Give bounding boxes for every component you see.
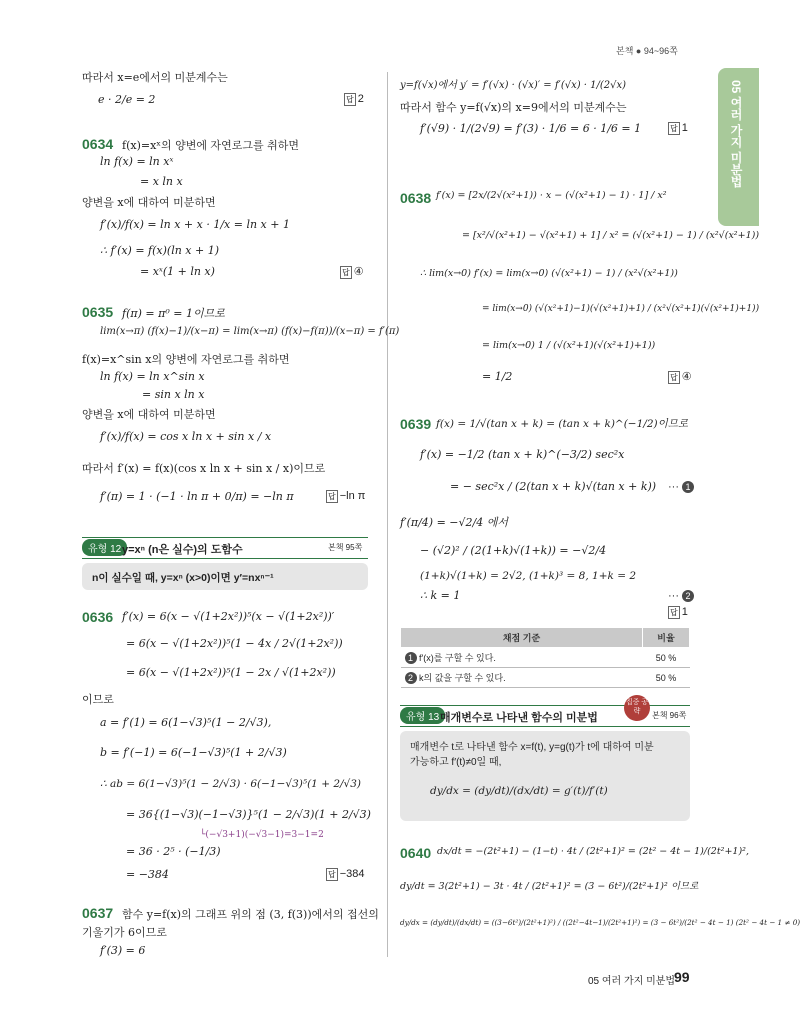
intro-expr: e · 2/e = 2 [98, 93, 156, 106]
footer-chapter: 05 여러 가지 미분법 [588, 976, 676, 987]
p636-line: 이므로 [82, 693, 114, 706]
p635-line: 따라서 f′(x) = f(x)(cos x ln x + sin x / x)이므로 [82, 462, 326, 475]
p639-line: f′(x) = −1/2 (tan x + k)^(−3/2) sec²x [420, 448, 625, 461]
p636-line: f′(x) = 6(x − √(1+2x²))⁵(x − √(1+2x²))′ [122, 610, 335, 623]
focus-badge: 집중 공략 [624, 695, 650, 721]
type13-box-text: 매개변수 t로 나타낸 함수 x=f(t), y=g(t)가 t에 대하여 미분 [410, 742, 654, 753]
p634-line: = x ln x [140, 175, 183, 188]
answer-intro: 답 2 [346, 93, 364, 105]
p637-line: 함수 y=f(x)의 그래프 위의 점 (3, f(3))에서의 접선의 [122, 908, 379, 921]
problem-number-0637: 0637 [82, 905, 114, 921]
p639-line: ∴ k = 1 [420, 589, 461, 602]
answer-0635: 답 −ln π [328, 490, 366, 502]
p634-line: ln f(x) = ln xˣ [100, 155, 174, 168]
p639-line: f(x) = 1/√(tan x + k) = (tan x + k)^(−1/2)이므로 [436, 418, 689, 430]
answer-box-icon: 답 [342, 268, 350, 277]
p638-line: = lim(x→0) 1 / (√(x²+1)(√(x²+1)+1)) [482, 340, 656, 351]
grading-header-criteria: 채점 기준 [401, 628, 643, 648]
p639-line: − (√2)² / (2(1+k)√(1+k)) = −√2/4 [420, 544, 607, 557]
p635-line: f′(x)/f(x) = cos x ln x + sin x / x [100, 430, 272, 443]
type13-box-formula: dy/dx = (dy/dt)/(dx/dt) = g′(t)/f′(t) [430, 785, 608, 797]
page-number: 99 [674, 969, 690, 985]
answer-box-icon: 답 [670, 373, 678, 382]
table-row: 1 f′(x)를 구할 수 있다. 50 % [401, 648, 690, 668]
p635-line: f′(π) = 1 · (−1 · ln π + 0/π) = −ln π [100, 490, 294, 503]
answer-0634: 답 ④ [342, 266, 364, 278]
answer-box-icon: 답 [346, 95, 354, 104]
problem-number-0638: 0638 [400, 190, 432, 206]
step-marker-2: ··· 2 [668, 589, 694, 602]
type12-title: y=xⁿ (n은 실수)의 도함수 [122, 544, 243, 556]
type12-box-text: n이 실수일 때, y=xⁿ (x>0)이면 y′=nxⁿ⁻¹ [92, 572, 274, 584]
p636-line: = 6(x − √(1+2x²))⁵(1 − 2x / √(1+2x²)) [126, 666, 336, 679]
p636-line: = 36 · 2⁵ · (−1/3) [126, 845, 221, 858]
problem-number-0635: 0635 [82, 304, 114, 320]
p638-line: = [x²/√(x²+1) − √(x²+1) + 1] / x² = (√(x²+1) − 1) / (x²√(x²+1)) [462, 230, 760, 241]
answer-box-icon: 답 [328, 870, 336, 879]
p634-line: ∴ f′(x) = f(x)(ln x + 1) [100, 244, 220, 257]
answer-box-icon: 답 [670, 124, 678, 133]
p640-line: dy/dt = 3(2t²+1) − 3t · 4t / (2t²+1)² = (3 − 6t²)/(2t²+1)² 이므로 [400, 881, 699, 892]
p636-line: a = f′(1) = 6(1−√3)⁵(1 − 2/√3), [100, 716, 272, 729]
p638-line: ∴ lim(x→0) f′(x) = lim(x→0) (√(x²+1) − 1) / (x²√(x²+1)) [420, 268, 678, 279]
p638-line: = lim(x→0) (√(x²+1)−1)(√(x²+1)+1) / (x²√(x²+1)(√(x²+1)+1)) [482, 304, 760, 314]
problem-number-0639: 0639 [400, 416, 432, 432]
page-ref: 본책 ● 94~96쪽 [616, 46, 678, 56]
p636-line: = −384 [126, 868, 169, 881]
problem-number-0640: 0640 [400, 845, 432, 861]
table-row: 2 k의 값을 구할 수 있다. 50 % [401, 668, 690, 688]
p634-line: = xˣ(1 + ln x) [140, 265, 215, 278]
p639-line: (1+k)√(1+k) = 2√2, (1+k)³ = 8, 1+k = 2 [420, 570, 637, 582]
p639-line: f′(π/4) = −√2/4 에서 [400, 516, 508, 529]
grading-header-ratio: 비율 [643, 628, 690, 648]
chapter-tab-label: 05 여러 가지 미분법 [729, 80, 743, 188]
top-line: f′(√9) · 1/(2√9) = f′(3) · 1/6 = 6 · 1/6 = 1 [420, 122, 642, 135]
p640-line: dy/dx = (dy/dt)/(dx/dt) = ((3−6t²)/(2t²+1)²) / ((2t²−4t−1)/(2t²+1)²) = (3 − 6t²)/(2t² − 4t − 1) (2t² − 4t − 1 ≠ 0) [400, 918, 800, 927]
p636-annotation: └(−√3+1)(−√3−1)=3−1=2 [200, 830, 324, 840]
p636-line: b = f′(−1) = 6(−1−√3)⁵(1 + 2/√3) [100, 746, 287, 759]
p635-line: = sin x ln x [142, 388, 205, 401]
type13-label: 유형 13 [400, 707, 445, 724]
answer-top: 답 1 [670, 122, 688, 134]
p636-line: = 36{(1−√3)(−1−√3)}⁵(1 − 2/√3)(1 + 2/√3) [126, 808, 371, 821]
p635-line: lim(x→π) (f(x)−1)/(x−π) = lim(x→π) (f(x)−f(π))/(x−π) = f′(π) [100, 326, 400, 337]
top-line: 따라서 함수 y=f(√x)의 x=9에서의 미분계수는 [400, 101, 627, 114]
p638-line: = 1/2 [482, 370, 513, 383]
p635-line: 양변을 x에 대하여 미분하면 [82, 408, 216, 421]
top-line: y=f(√x)에서 y′ = f′(√x) · (√x)′ = f′(√x) · 1/(2√x) [400, 80, 627, 91]
p640-line: dx/dt = −(2t²+1) − (1−t) · 4t / (2t²+1)² = (2t² − 4t − 1)/(2t²+1)², [437, 846, 749, 857]
p637-line: 기울기가 6이므로 [82, 926, 167, 939]
type13-ref: 본책 96쪽 [652, 711, 687, 720]
type13-box-text: 가능하고 f′(t)≠0일 때, [410, 757, 502, 768]
p639-line: = − sec²x / (2(tan x + k)√(tan x + k)) [450, 480, 657, 493]
step-marker-1: ··· 1 [668, 480, 694, 493]
p636-line: = 6(x − √(1+2x²))⁵(1 − 4x / 2√(1+2x²)) [126, 637, 343, 650]
p634-line: f(x)=xˣ의 양변에 자연로그를 취하면 [122, 139, 299, 152]
answer-0636: 답 −384 [328, 868, 365, 880]
type12-label: 유형 12 [82, 539, 127, 556]
answer-box-icon: 답 [670, 608, 678, 617]
p634-line: f′(x)/f(x) = ln x + x · 1/x = ln x + 1 [100, 218, 290, 231]
problem-number-0636: 0636 [82, 609, 114, 625]
p636-line: ∴ ab = 6(1−√3)⁵(1 − 2/√3) · 6(−1−√3)⁵(1 + 2/√3) [100, 778, 362, 790]
problem-number-0634: 0634 [82, 136, 114, 152]
p635-line: f(π) = π⁰ = 1이므로 [122, 307, 225, 320]
p634-line: 양변을 x에 대하여 미분하면 [82, 196, 216, 209]
p637-line: f′(3) = 6 [100, 944, 146, 957]
column-divider [387, 72, 388, 957]
answer-box-icon: 답 [328, 492, 336, 501]
p638-line: f′(x) = [2x/(2√(x²+1)) · x − (√(x²+1) − 1) · 1] / x² [436, 190, 667, 201]
intro-line: 따라서 x=e에서의 미분계수는 [82, 71, 228, 84]
answer-0638: 답 ④ [670, 371, 692, 383]
p635-line: ln f(x) = ln x^sin x [100, 370, 205, 383]
p635-line: f(x)=x^sin x의 양변에 자연로그를 취하면 [82, 353, 290, 366]
grading-table [400, 627, 690, 688]
type12-ref: 본책 95쪽 [328, 543, 363, 552]
type13-title: 매개변수로 나타낸 함수의 미분법 [440, 712, 598, 724]
answer-0639: 답 1 [670, 606, 688, 618]
